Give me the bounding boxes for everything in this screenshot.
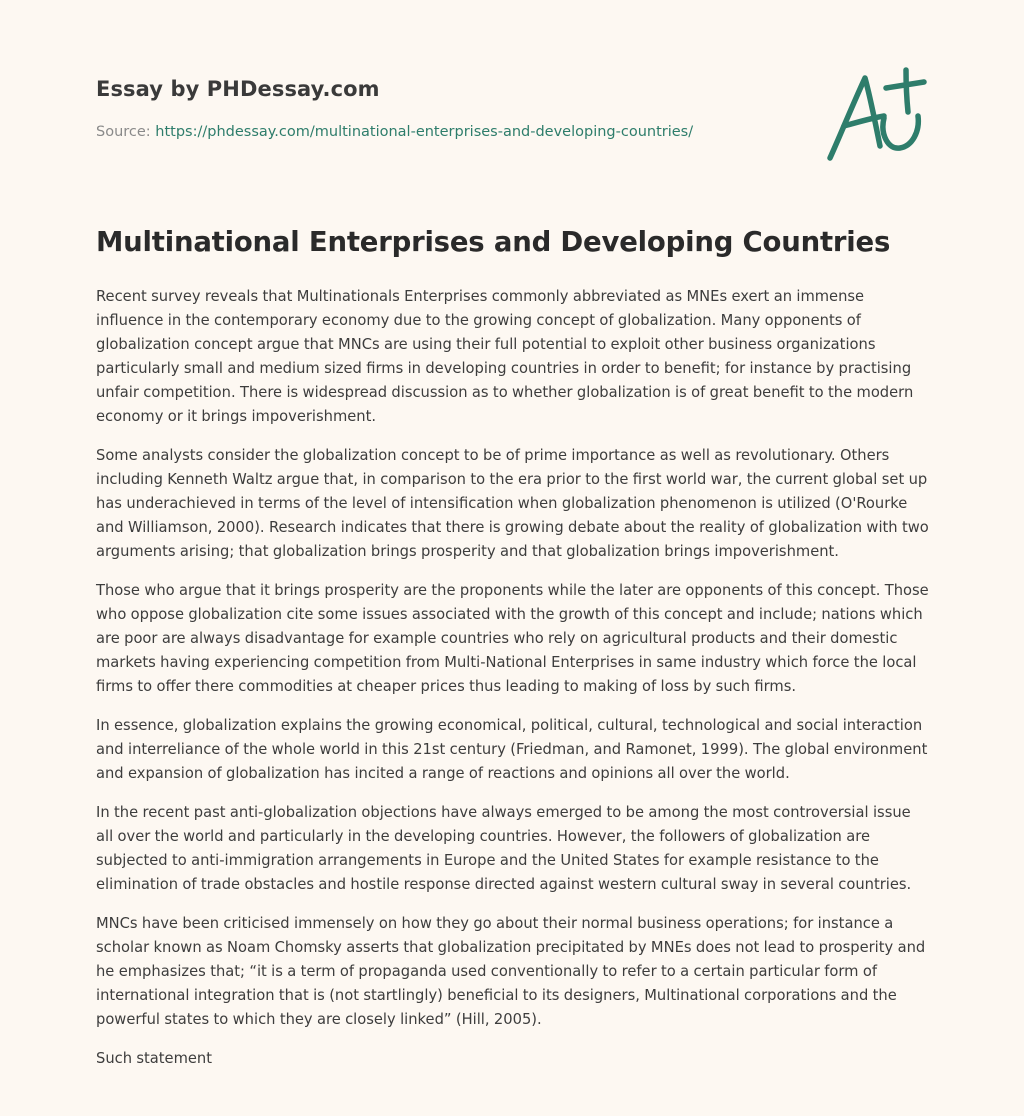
- paragraph-1: Recent survey reveals that Multinationals Enterprises commonly abbreviated as MNEs exert an immense influence in the contemporary economy due to the growing concept of globalization. Many opponents of globalization concept argue that MNCs are using their full potential to exploit other business organizations particularly small and medium sized firms in developing countries in order to benefit; for instance by practising unfair competition. There is widespread discussion as to whether globalization is of great benefit to the modern economy or it brings impoverishment.: [96, 288, 914, 425]
- source-link[interactable]: https://phdessay.com/multinational-enterprises-and-developing-countries/: [155, 124, 694, 140]
- paragraph-5: In the recent past anti-globalization objections have always emerged to be among the most controversial issue all over the world and particularly in the developing countries. However, the followers of globalization are subjected to anti-immigration arrangements in Europe and the United States for example resistance to the elimination of trade obstacles and hostile response directed against western cultural sway in several countries.: [96, 804, 912, 893]
- essay-body: [96, 285, 932, 1086]
- paragraph-2: Some analysts consider the globalization concept to be of prime importance as well as revolutionary. Others including Kenneth Waltz argue that, in comparison to the era prior to the first world war, the current global set up has underachieved in terms of the level of intensification when globalization phenomenon is utilized (O'Rourke and Williamson, 2000). Research indicates that there is growing debate about the reality of globalization with two arguments arising; that globalization brings prosperity and that globalization brings impoverishment.: [96, 447, 929, 560]
- paragraph-3: Those who argue that it brings prosperity are the proponents while the later are opponents of this concept. Those who oppose globalization cite some issues associated with the growth of this concept and include; nations which are poor are always disadvantage for example countries who rely on agricultural products and their domestic markets having experiencing competition from Multi-National Enterprises in same industry which force the local firms to offer there commodities at cheaper prices thus leading to making of loss by such firms.: [96, 582, 929, 695]
- paragraph-6: MNCs have been criticised immensely on how they go about their normal business operations; for instance a scholar known as Noam Chomsky asserts that globalization precipitated by MNEs does not lead to prosperity and he emphasizes that; “it is a term of propaganda used conventionally to refer to a certain particular form of international integration that is (not startlingly) beneficial to its designers, Multinational corporations and the powerful states to which they are closely linked” (Hill, 2005).: [96, 915, 926, 1028]
- a-plus-logo-icon: [820, 66, 930, 166]
- essay-title: Multinational Enterprises and Developing Countries: [96, 226, 891, 258]
- source-label: Source:: [96, 124, 156, 140]
- paragraph-7: Such statement: [96, 1050, 213, 1067]
- paragraph-4: In essence, globalization explains the growing economical, political, cultural, technological and social interaction and interreliance of the whole world in this 21st century (Friedman, and Ramonet, 1999). The global environment and expansion of globalization has incited a range of reactions and opinions all over the world.: [96, 717, 928, 782]
- source-line: [96, 124, 693, 140]
- site-brand: Essay by PHDessay.com: [96, 77, 380, 101]
